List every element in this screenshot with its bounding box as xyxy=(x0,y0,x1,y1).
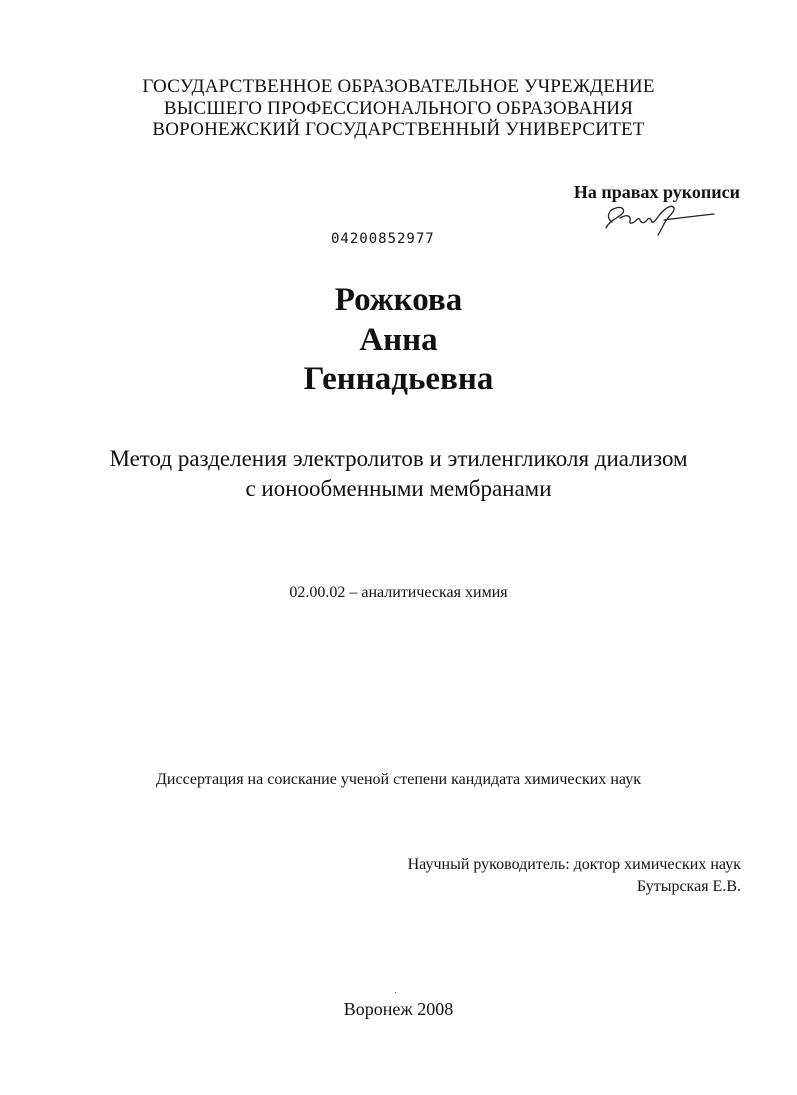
library-code: 04200852977 xyxy=(331,231,435,247)
institution-line-2: ВЫСШЕГО ПРОФЕССИОНАЛЬНОГО ОБРАЗОВАНИЯ xyxy=(163,98,634,119)
supervisor-label: Научный руководитель: доктор химических наук xyxy=(407,856,741,873)
thesis-title-line-1: Метод разделения электролитов и этиленгликоля диализом xyxy=(109,446,688,471)
thesis-title-line-2: с ионообменными мембранами xyxy=(245,476,552,501)
place-year: Воронеж 2008 xyxy=(343,999,454,1019)
specialty: 02.00.02 – аналитическая химия xyxy=(289,584,508,601)
author-patronymic: Геннадьевна xyxy=(303,361,494,397)
supervisor-name: Бутырская Е.В. xyxy=(636,878,741,895)
scan-speck xyxy=(395,992,396,993)
manuscript-rights-label: На правах рукописи xyxy=(573,182,740,202)
institution-line-1: ГОСУДАРСТВЕННОЕ ОБРАЗОВАТЕЛЬНОЕ УЧРЕЖДЕНИЕ xyxy=(142,76,655,97)
degree-statement: Диссертация на соискание ученой степени кандидата химических наук xyxy=(156,771,641,788)
institution-line-3: ВОРОНЕЖСКИЙ ГОСУДАРСТВЕННЫЙ УНИВЕРСИТЕТ xyxy=(152,119,645,140)
author-first-name: Анна xyxy=(359,322,438,358)
author-last-name: Рожкова xyxy=(334,282,463,318)
signature-icon xyxy=(598,198,718,238)
